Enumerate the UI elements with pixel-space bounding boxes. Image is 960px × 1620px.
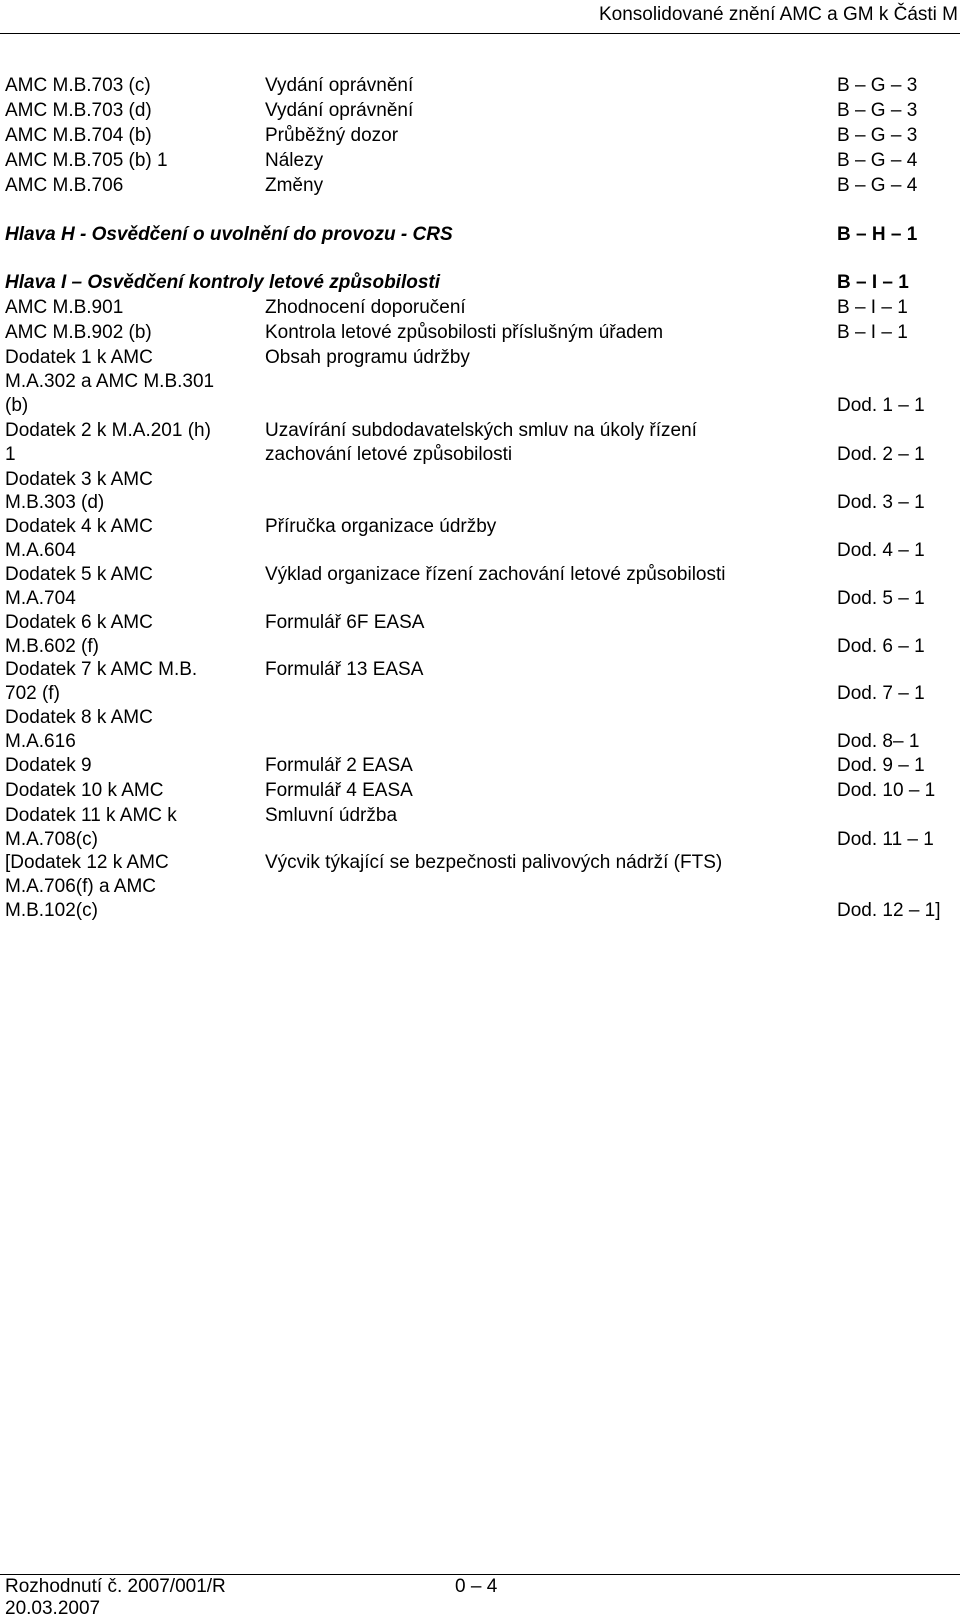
toc-ref: AMC M.B.706 (5, 175, 124, 196)
appendix-page: Dod. 1 – 1 (837, 395, 925, 416)
toc-title: Vydání oprávnění (265, 100, 414, 121)
appendix-ref-line2: M.A.706(f) a AMC (5, 876, 156, 897)
toc-ref: AMC M.B.703 (d) (5, 100, 152, 121)
appendix-ref-line1: Dodatek 7 k AMC M.B. (5, 659, 198, 680)
appendix-ref-line2: M.A.708(c) (5, 829, 98, 850)
toc-title: Zhodnocení doporučení (265, 297, 466, 318)
toc-page: B – G – 4 (837, 175, 918, 196)
section-title: Hlava H - Osvědčení o uvolnění do provozu - CRS (5, 224, 453, 245)
toc-page: B – G – 3 (837, 100, 918, 121)
appendix-ref-line1: Dodatek 8 k AMC (5, 707, 153, 728)
appendix-ref-line1: Dodatek 6 k AMC (5, 612, 153, 633)
appendix-ref-line2: M.A.616 (5, 731, 76, 752)
appendix-title: Formulář 13 EASA (265, 659, 424, 680)
toc-title: Nálezy (265, 150, 324, 171)
appendix-page: Dod. 6 – 1 (837, 636, 925, 657)
appendix-ref-line1: Dodatek 9 (5, 755, 92, 776)
appendix-ref-line3: (b) (5, 395, 29, 416)
toc-title: Vydání oprávnění (265, 75, 414, 96)
appendix-page: Dod. 3 – 1 (837, 492, 925, 513)
appendix-title: Příručka organizace údržby (265, 516, 497, 537)
appendix-ref-line1: [Dodatek 12 k AMC (5, 852, 169, 873)
appendix-ref-line1: Dodatek 2 k M.A.201 (h) (5, 420, 211, 441)
toc-title: Průběžný dozor (265, 125, 399, 146)
toc-page: B – I – 1 (837, 297, 908, 318)
section-page: B – I – 1 (837, 272, 909, 293)
toc-title: Kontrola letové způsobilosti příslušným úřadem (265, 322, 664, 343)
appendix-ref-line2: 1 (5, 444, 16, 465)
appendix-ref-line2: M.A.302 a AMC M.B.301 (5, 371, 215, 392)
footer-page-number: 0 – 4 (455, 1576, 498, 1597)
toc-ref: AMC M.B.703 (c) (5, 75, 151, 96)
appendix-ref-line1: Dodatek 5 k AMC (5, 564, 153, 585)
page-header (0, 4, 960, 26)
appendix-ref-line2: M.B.303 (d) (5, 492, 105, 513)
section-page: B – H – 1 (837, 224, 918, 245)
appendix-title: Smluvní údržba (265, 805, 398, 826)
toc-ref: AMC M.B.901 (5, 297, 124, 318)
footer-decision: Rozhodnutí č. 2007/001/R (5, 1576, 226, 1597)
appendix-title: Výcvik týkající se bezpečnosti palivových nádrží (FTS) (265, 852, 723, 873)
appendix-page: Dod. 11 – 1 (837, 829, 934, 850)
appendix-page: Dod. 2 – 1 (837, 444, 925, 465)
appendix-title: Výklad organizace řízení zachování letové způsobilosti (265, 564, 726, 585)
appendix-ref-line2: M.A.704 (5, 588, 76, 609)
appendix-ref-line1: Dodatek 11 k AMC k (5, 805, 177, 826)
appendix-title: Obsah programu údržby (265, 347, 470, 368)
appendix-ref-line1: Dodatek 3 k AMC (5, 469, 153, 490)
footer-date: 20.03.2007 (5, 1598, 101, 1619)
toc-ref: AMC M.B.705 (b) 1 (5, 150, 168, 171)
appendix-page: Dod. 8– 1 (837, 731, 920, 752)
appendix-page: Dod. 7 – 1 (837, 683, 925, 704)
toc-title: Změny (265, 175, 324, 196)
appendix-title: Formulář 6F EASA (265, 612, 425, 633)
toc-page: B – I – 1 (837, 322, 908, 343)
appendix-ref-line2: M.B.602 (f) (5, 636, 99, 657)
appendix-ref-line1: Dodatek 10 k AMC (5, 780, 164, 801)
appendix-page: Dod. 9 – 1 (837, 755, 925, 776)
appendix-title: Formulář 2 EASA (265, 755, 413, 776)
appendix-ref-line3: M.B.102(c) (5, 900, 98, 921)
toc-page: B – G – 4 (837, 150, 918, 171)
appendix-ref-line2: 702 (f) (5, 683, 60, 704)
section-title: Hlava I – Osvědčení kontroly letové způsobilosti (5, 272, 441, 293)
appendix-page: Dod. 10 – 1 (837, 780, 936, 801)
toc-page: B – G – 3 (837, 75, 918, 96)
toc-page: B – G – 3 (837, 125, 918, 146)
appendix-page: Dod. 5 – 1 (837, 588, 925, 609)
header-title: Konsolidované znění AMC a GM k Části M (598, 4, 958, 25)
appendix-title: Uzavírání subdodavatelských smluv na úkoly řízení (265, 420, 697, 441)
appendix-ref-line2: M.A.604 (5, 540, 76, 561)
toc-ref: AMC M.B.902 (b) (5, 322, 152, 343)
appendix-page: Dod. 12 – 1] (837, 900, 941, 921)
appendix-title-line2: zachování letové způsobilosti (265, 444, 513, 465)
appendix-page: Dod. 4 – 1 (837, 540, 925, 561)
toc-ref: AMC M.B.704 (b) (5, 125, 152, 146)
footer-rule (0, 1574, 960, 1575)
appendix-title: Formulář 4 EASA (265, 780, 413, 801)
header-rule (0, 33, 960, 34)
appendix-ref-line1: Dodatek 4 k AMC (5, 516, 153, 537)
appendix-ref-line1: Dodatek 1 k AMC (5, 347, 153, 368)
